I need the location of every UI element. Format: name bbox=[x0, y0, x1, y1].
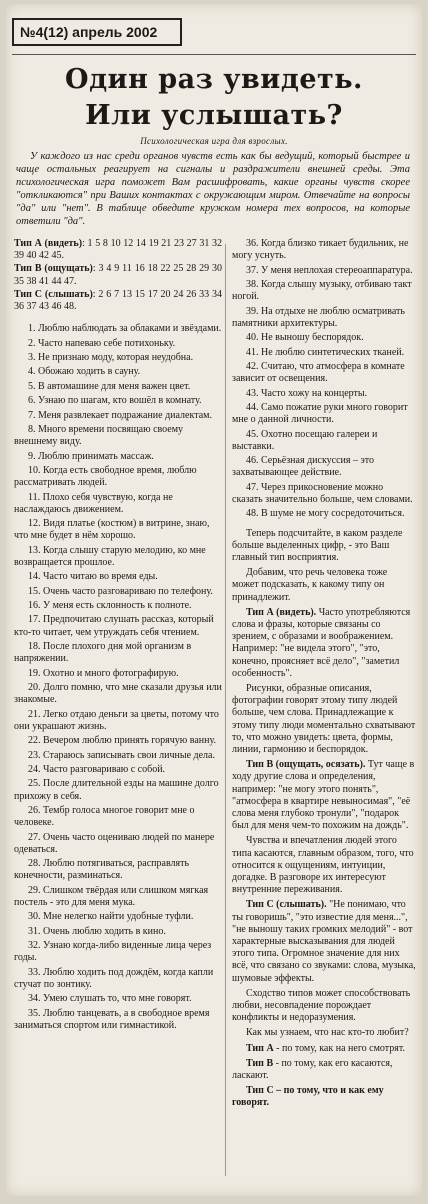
answer-line bbox=[232, 1058, 416, 1082]
question-item: 43. Часто хожу на концерты. bbox=[246, 387, 368, 399]
question-item: 45. Охотно посещаю галереи и выставки. bbox=[232, 428, 378, 452]
conclusion-text: Тут чаще в ходу другие слова и определения, например: "не могу этого понять", "атмосфера в квартире невыносимая", "её слова меня глубоко тронули", "подарок был для меня чем-то похожим на дождь". bbox=[232, 759, 415, 832]
question-item: 47. Через прикосновение можно сказать значительно больше, чем словами. bbox=[232, 481, 413, 505]
question-item: 3. Не признаю моду, которая неудобна. bbox=[28, 352, 194, 363]
article-subtitle: Психологическая игра для взрослых. bbox=[140, 136, 288, 146]
answer-text: – по тому, что и как ему говорят. bbox=[232, 1085, 384, 1109]
question-item: 7. Меня развлекает подражание диалектам. bbox=[28, 409, 212, 421]
conclusion-paragraph bbox=[232, 607, 416, 680]
question-item: 1. Люблю наблюдать за облаками и звёздами. bbox=[28, 323, 222, 335]
question-item: 37. У меня неплохая стереоаппаратура. bbox=[246, 264, 413, 276]
question-item: 23. Стараюсь записывать свои личные дела. bbox=[28, 749, 215, 761]
type-b-numbers: : 3 4 9 11 16 18 22 25 28 29 30 35 38 41 44 47. bbox=[14, 263, 222, 287]
type-heading: Тип В (ощущать, осязать). bbox=[246, 759, 366, 771]
type-heading: Тип С (слышать). bbox=[246, 899, 327, 911]
question-item: 22. Вечером люблю принять горячую ванну. bbox=[28, 735, 216, 747]
question-item: 34. Умею слушать то, что мне говорят. bbox=[28, 993, 192, 1005]
intro-paragraph bbox=[16, 150, 410, 228]
answer-text: - по тому, как его касаются, ласкают. bbox=[232, 1057, 393, 1082]
type-b-label: Тип В (ощущать) bbox=[14, 263, 93, 275]
question-item: 33. Люблю ходить под дождём, когда капли стучат по зонтику. bbox=[14, 966, 214, 990]
question-item: 41. Не люблю синтетических тканей. bbox=[246, 346, 405, 358]
question-item: 35. Люблю танцевать, а в свободное время заниматься спортом или гимнастикой. bbox=[14, 1007, 210, 1031]
answer-line bbox=[232, 1043, 416, 1055]
question-item: 11. Плохо себя чувствую, когда не наслаждаюсь движением. bbox=[14, 491, 173, 515]
question-item: 14. Часто читаю во время еды. bbox=[28, 571, 158, 583]
header-rule bbox=[12, 54, 416, 55]
question-item: 39. На отдыхе не люблю осматривать памятники архитектуры. bbox=[232, 305, 405, 329]
conclusion-paragraph bbox=[232, 899, 416, 984]
conclusion-text: Часто употребляются слова и фразы, которые связаны со зрением, с образами и воображением. Например: "не видела этого", "это, конечно, проясняет всё дело", "заметил особенность". bbox=[232, 606, 411, 679]
question-item: 26. Тембр голоса многое говорит мне о человеке. bbox=[14, 805, 195, 829]
type-c-numbers: : 2 6 7 13 15 17 20 24 26 33 34 36 37 43 46 48. bbox=[14, 288, 222, 313]
question-item: 42. Считаю, что атмосфера в комнате зависит от освещения. bbox=[232, 360, 405, 385]
question-item: 8. Много времени посвящаю своему внешнему виду. bbox=[14, 423, 184, 448]
question-item: 12. Видя платье (костюм) в витрине, знаю, что мне будет в нём хорошо. bbox=[14, 518, 210, 542]
question-item: 46. Серьёзная дискуссия – это захватывающее действие. bbox=[232, 455, 375, 479]
conclusion-paragraph bbox=[232, 988, 416, 1025]
question-item: 17. Предпочитаю слушать рассказ, который кто-то читает, чем утруждать себя чтением. bbox=[14, 614, 214, 638]
question-item: 44. Само пожатие руки много говорит мне о данной личности. bbox=[232, 401, 408, 426]
conclusion-paragraph bbox=[232, 835, 416, 896]
question-item: 5. В автомашине для меня важен цвет. bbox=[28, 380, 191, 392]
conclusion-text: Теперь подсчитайте, в каком разделе больше выделенных цифр, - это Ваш главный тип восприятия. bbox=[232, 527, 403, 563]
conclusion-text: Чувства и впечатления людей этого типа касаются, главным образом, того, что относится к ощущениям, интуиции, догадке. В разговоре их интересуют внутренние переживания. bbox=[232, 835, 414, 896]
type-b-line bbox=[14, 263, 222, 287]
issue-header: №4(12) апрель 2002 bbox=[12, 18, 182, 46]
question-item: 40. Не выношу беспорядок. bbox=[246, 332, 364, 344]
question-item: 25. После длительной езды на машине долго прихожу в себя. bbox=[14, 778, 219, 802]
newspaper-page bbox=[6, 4, 422, 1196]
answer-type-label: Тип С bbox=[246, 1085, 274, 1097]
title-line-1: Один раз увидеть. bbox=[65, 64, 363, 95]
conclusion-paragraph bbox=[232, 528, 416, 565]
question-item: 13. Когда слышу старую мелодию, ко мне возвращается прошлое. bbox=[14, 544, 206, 568]
article-title bbox=[6, 62, 422, 134]
answers-list bbox=[232, 1043, 416, 1110]
question-item: 18. После плохого дня мой организм в напряжении. bbox=[14, 641, 192, 665]
answer-type-label: Тип А bbox=[246, 1042, 274, 1054]
conclusion-list bbox=[232, 528, 416, 1040]
question-item: 4. Обожаю ходить в сауну. bbox=[28, 366, 141, 378]
conclusion-text: "Не понимаю, что ты говоришь", "это известие для меня...", "не выношу таких громких мелодий" - вот характерные высказывания для людей этого типа. Огромное значение для них всё, что связано со звуками: слова, музыка, шумовые эффекты. bbox=[232, 899, 416, 984]
type-heading: Тип А (видеть). bbox=[246, 606, 317, 618]
question-item: 10. Когда есть свободное время, люблю рассматривать людей. bbox=[14, 464, 197, 489]
right-question-list bbox=[232, 238, 416, 521]
type-c-line bbox=[14, 289, 222, 313]
intro-text: У каждого из нас среди органов чувств есть как бы ведущий, который быстрее и чаще остальных реагирует на сигналы и раздражители внешней среды. Эта психологическая игра поможет Вам расшифровать, какие органы чувств скорее "откликаются" при Ваших контактах с окружающим миром. Отвечайте на вопросы "да" или "нет". В таблице обведите кружком номера тех вопросов, на которые ответили "да". bbox=[16, 151, 410, 227]
question-item: 2. Часто напеваю себе потихоньку. bbox=[28, 337, 176, 349]
type-a-label: Тип А (видеть) bbox=[14, 238, 83, 249]
answer-line bbox=[232, 1085, 416, 1109]
question-item: 28. Люблю потягиваться, расправлять конечности, разминаться. bbox=[14, 858, 190, 882]
question-item: 21. Легко отдаю деньги за цветы, потому что они украшают жизнь. bbox=[14, 708, 219, 732]
left-question-list bbox=[14, 323, 222, 1032]
conclusion-block bbox=[232, 528, 416, 1110]
type-a-line bbox=[14, 238, 222, 262]
conclusion-text: Сходство типов может способствовать любви, несовпадение порождает конфликты и недоразумения. bbox=[232, 987, 411, 1024]
column-divider bbox=[225, 244, 226, 1176]
conclusion-paragraph bbox=[232, 1027, 416, 1039]
question-item: 31. Очень люблю ходить в кино. bbox=[28, 925, 166, 937]
answer-type-label: Тип В bbox=[246, 1057, 274, 1069]
question-item: 16. У меня есть склонность к полноте. bbox=[28, 600, 192, 612]
types-table bbox=[14, 238, 222, 313]
question-item: 6. Узнаю по шагам, кто вошёл в комнату. bbox=[28, 395, 202, 407]
type-a-numbers: : 1 5 8 10 12 14 19 21 23 27 31 32 39 40 42 45. bbox=[14, 238, 223, 262]
question-item: 30. Мне нелегко найти удобные туфли. bbox=[28, 911, 194, 923]
question-item: 24. Часто разговариваю с собой. bbox=[28, 764, 166, 776]
conclusion-text: Рисунки, образные описания, фотографии говорят этому типу людей больше, чем слова. Принадлежащие к этому типу люди моментально схватывают то, что можно увидеть: цвета, формы, линии, гармонию и беспорядок. bbox=[232, 682, 416, 755]
question-item: 19. Охотно и много фотографирую. bbox=[28, 667, 179, 679]
answer-text: - по тому, как на него смотрят. bbox=[273, 1042, 406, 1054]
left-column bbox=[14, 238, 222, 1034]
question-item: 29. Слишком твёрдая или слишком мягкая постель - это для меня мука. bbox=[14, 884, 209, 908]
type-c-label: Тип С (слышать) bbox=[14, 288, 93, 300]
question-item: 20. Долго помню, что мне сказали друзья или знакомые. bbox=[14, 682, 222, 706]
question-item: 32. Узнаю когда-либо виденные лица через годы. bbox=[14, 940, 212, 964]
question-item: 15. Очень часто разговариваю по телефону. bbox=[28, 585, 213, 597]
conclusion-text: Как мы узнаем, что нас кто-то любит? bbox=[246, 1027, 409, 1039]
conclusion-text: Добавим, что речь человека тоже может подсказать, к какому типу он принадлежит. bbox=[232, 567, 388, 603]
question-item: 48. В шуме не могу сосредоточиться. bbox=[246, 508, 405, 520]
right-column bbox=[232, 238, 416, 1113]
question-item: 27. Очень часто оцениваю людей по манере одеваться. bbox=[14, 831, 215, 855]
question-item: 9. Люблю принимать массаж. bbox=[28, 450, 154, 462]
question-item: 38. Когда слышу музыку, отбиваю такт ногой. bbox=[232, 278, 412, 303]
conclusion-paragraph bbox=[232, 567, 416, 604]
question-item: 36. Когда близко тикает будильник, не могу уснуть. bbox=[232, 238, 409, 262]
conclusion-paragraph bbox=[232, 759, 416, 832]
title-line-2: Или услышать? bbox=[85, 100, 343, 131]
conclusion-paragraph bbox=[232, 683, 416, 756]
